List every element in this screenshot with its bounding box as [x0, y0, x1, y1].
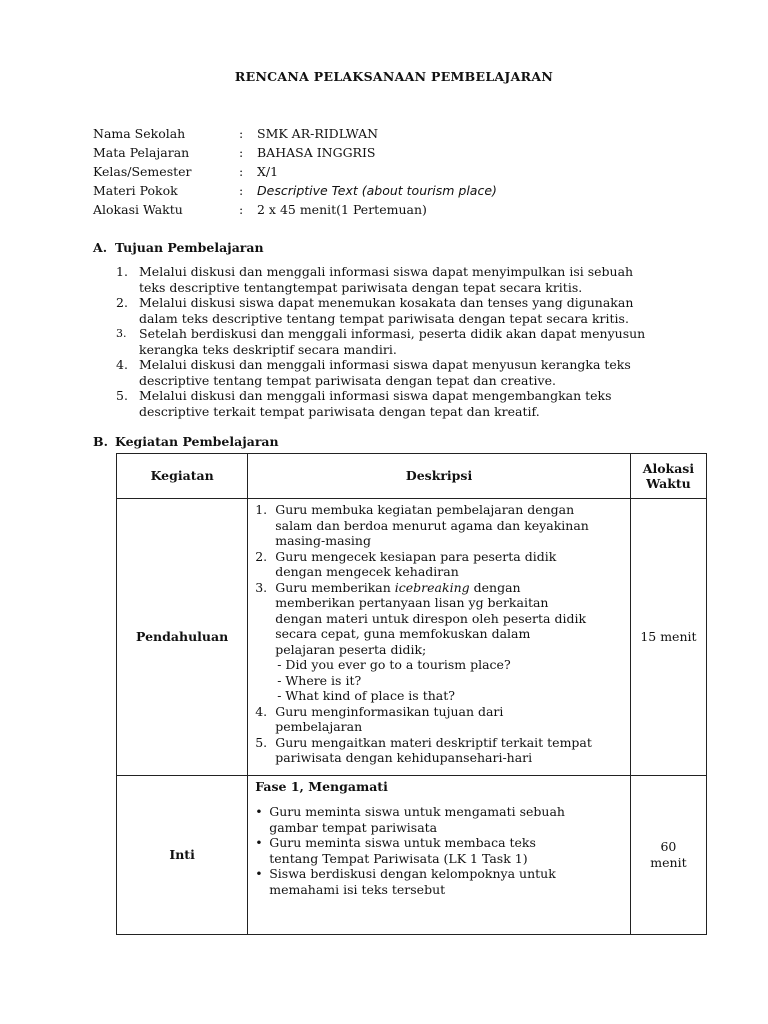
list-item — [255, 804, 623, 835]
step-text: pelajaran peserta didik; — [275, 641, 427, 657]
item-text: teks descriptive tentangtempat pariwisata dengan tepat secara kritis. — [139, 279, 583, 295]
item-number: 3. — [116, 327, 127, 340]
list-item — [255, 704, 623, 735]
activity-time: 15 menit — [630, 499, 706, 776]
info-colon: : — [239, 126, 244, 141]
step-text-italic: icebreaking — [394, 579, 470, 595]
list-item — [116, 264, 696, 295]
item-text: Melalui diskusi dan menggali informasi siswa dapat menyimpulkan isi sebuah — [139, 264, 634, 279]
info-label: Materi Pokok — [93, 183, 178, 198]
step-text: dengan materi untuk direspon oleh peserta didik — [275, 610, 587, 626]
info-value: X/1 — [257, 164, 279, 179]
info-row-subject — [93, 143, 497, 162]
section-title: Kegiatan Pembelajaran — [115, 434, 279, 449]
step-number: 3. — [255, 579, 268, 595]
bullet-icon: • — [255, 804, 263, 819]
header-alokasi — [630, 454, 706, 499]
header-alokasi-line: Waktu — [646, 476, 691, 491]
item-number: 5. — [116, 388, 128, 403]
bullet-text: gambar tempat pariwisata — [269, 819, 438, 835]
info-value: SMK AR-RIDLWAN — [257, 126, 379, 141]
phase-title: Fase 1, Mengamati — [255, 778, 388, 794]
item-text: Setelah berdiskusi dan menggali informasi, peserta didik akan dapat menyusun — [139, 326, 646, 341]
info-colon: : — [239, 202, 244, 217]
step-text: Guru menginformasikan tujuan dari — [275, 703, 504, 719]
list-item — [255, 502, 623, 549]
item-text: descriptive tentang tempat pariwisata dengan tepat dan creative. — [139, 372, 556, 388]
section-letter: B. — [93, 434, 108, 449]
info-value: 2 x 45 menit(1 Pertemuan) — [257, 202, 427, 217]
info-label: Mata Pelajaran — [93, 145, 190, 160]
list-item — [255, 866, 623, 897]
list-item — [255, 835, 623, 866]
list-item — [255, 549, 623, 580]
item-text: Melalui diskusi dan menggali informasi siswa dapat menyusun kerangka teks — [139, 357, 631, 372]
table-header-row — [117, 454, 707, 499]
bullet-icon: • — [255, 835, 263, 850]
activity-description — [248, 775, 631, 935]
step-number: 4. — [255, 703, 268, 719]
activity-name: Pendahuluan — [117, 499, 248, 776]
info-value: BAHASA INGGRIS — [257, 145, 376, 160]
item-number: 2. — [116, 295, 128, 310]
activities-table — [116, 453, 707, 935]
list-item — [255, 580, 623, 658]
table-row — [117, 499, 707, 776]
header-deskripsi: Deskripsi — [248, 454, 631, 499]
step-text: memberikan pertanyaan lisan yg berkaitan — [275, 595, 549, 610]
info-colon: : — [239, 145, 244, 160]
step-text: dengan mengecek kehadiran — [275, 564, 459, 579]
step-number: 5. — [255, 734, 268, 750]
section-title: Tujuan Pembelajaran — [115, 240, 264, 255]
info-label: Alokasi Waktu — [93, 202, 183, 217]
list-item — [255, 735, 623, 766]
document-title: RENCANA PELAKSANAAN PEMBELAJARAN — [234, 69, 554, 84]
activity-time-line: menit — [650, 854, 687, 870]
section-letter: A. — [93, 240, 108, 255]
question-item: - Where is it? — [277, 672, 362, 688]
bullet-text: tentang Tempat Pariwisata (LK 1 Task 1) — [269, 850, 528, 866]
question-item: - What kind of place is that? — [277, 688, 455, 703]
bullet-icon: • — [255, 866, 263, 881]
school-info — [93, 124, 497, 219]
step-text: Guru mengecek kesiapan para peserta didik — [275, 548, 557, 564]
info-label: Kelas/Semester — [93, 164, 192, 179]
step-text: dengan — [469, 579, 521, 595]
info-colon: : — [239, 164, 244, 179]
item-number: 4. — [116, 357, 128, 372]
bullet-text: Siswa berdiskusi dengan kelompoknya untuk — [269, 866, 556, 881]
bullet-text: memahami isi teks tersebut — [269, 881, 446, 897]
list-item — [116, 295, 696, 326]
step-text: Guru membuka kegiatan pembelajaran dengan — [275, 502, 575, 517]
item-text: Melalui diskusi dan menggali informasi siswa dapat mengembangkan teks — [139, 388, 612, 403]
table-row — [117, 775, 707, 935]
list-item — [116, 388, 696, 419]
step-number: 1. — [255, 502, 268, 517]
header-kegiatan: Kegiatan — [117, 454, 248, 499]
step-text: Guru memberikan — [275, 579, 395, 595]
item-text: dalam teks descriptive tentang tempat pariwisata dengan tepat secara kritis. — [139, 310, 629, 326]
step-text: Guru mengaitkan materi deskriptif terkait tempat — [275, 734, 592, 750]
list-item — [116, 357, 696, 388]
item-text: descriptive terkait tempat pariwisata dengan tepat dan kreatif. — [139, 403, 540, 419]
step-text: masing-masing — [275, 533, 371, 548]
steps-list — [249, 500, 629, 774]
step-text: salam dan berdoa menurut agama dan keyakinan — [275, 517, 589, 533]
info-row-class — [93, 162, 497, 181]
activity-time-line: 60 — [660, 839, 677, 855]
section-heading-objectives — [93, 240, 264, 256]
item-number: 1. — [116, 264, 128, 279]
item-text: Melalui diskusi siswa dapat menemukan kosakata dan tenses yang digunakan — [139, 295, 634, 310]
info-row-topic — [93, 181, 497, 200]
item-text: kerangka teks deskriptif secara mandiri. — [139, 341, 397, 357]
objectives-list — [116, 264, 696, 419]
bullet-list — [249, 804, 629, 933]
info-row-time — [93, 200, 497, 219]
header-alokasi-line: Alokasi — [642, 460, 695, 476]
bullet-text: Guru meminta siswa untuk membaca teks — [269, 835, 536, 850]
activity-description — [248, 499, 631, 776]
step-text: secara cepat, guna memfokuskan dalam — [275, 626, 531, 641]
info-row-school — [93, 124, 497, 143]
bullet-text: Guru meminta siswa untuk mengamati sebuah — [269, 804, 565, 819]
info-label: Nama Sekolah — [93, 126, 186, 141]
info-colon: : — [239, 183, 244, 198]
info-value: Descriptive Text (about tourism place) — [257, 183, 497, 198]
question-item: - Did you ever go to a tourism place? — [277, 657, 511, 672]
activity-time — [630, 775, 706, 935]
list-item — [116, 326, 696, 357]
activity-name: Inti — [117, 775, 248, 935]
section-heading-activities — [93, 434, 279, 450]
step-text: pariwisata dengan kehidupansehari-hari — [275, 750, 533, 765]
step-number: 2. — [255, 548, 268, 564]
step-text: pembelajaran — [275, 719, 363, 734]
